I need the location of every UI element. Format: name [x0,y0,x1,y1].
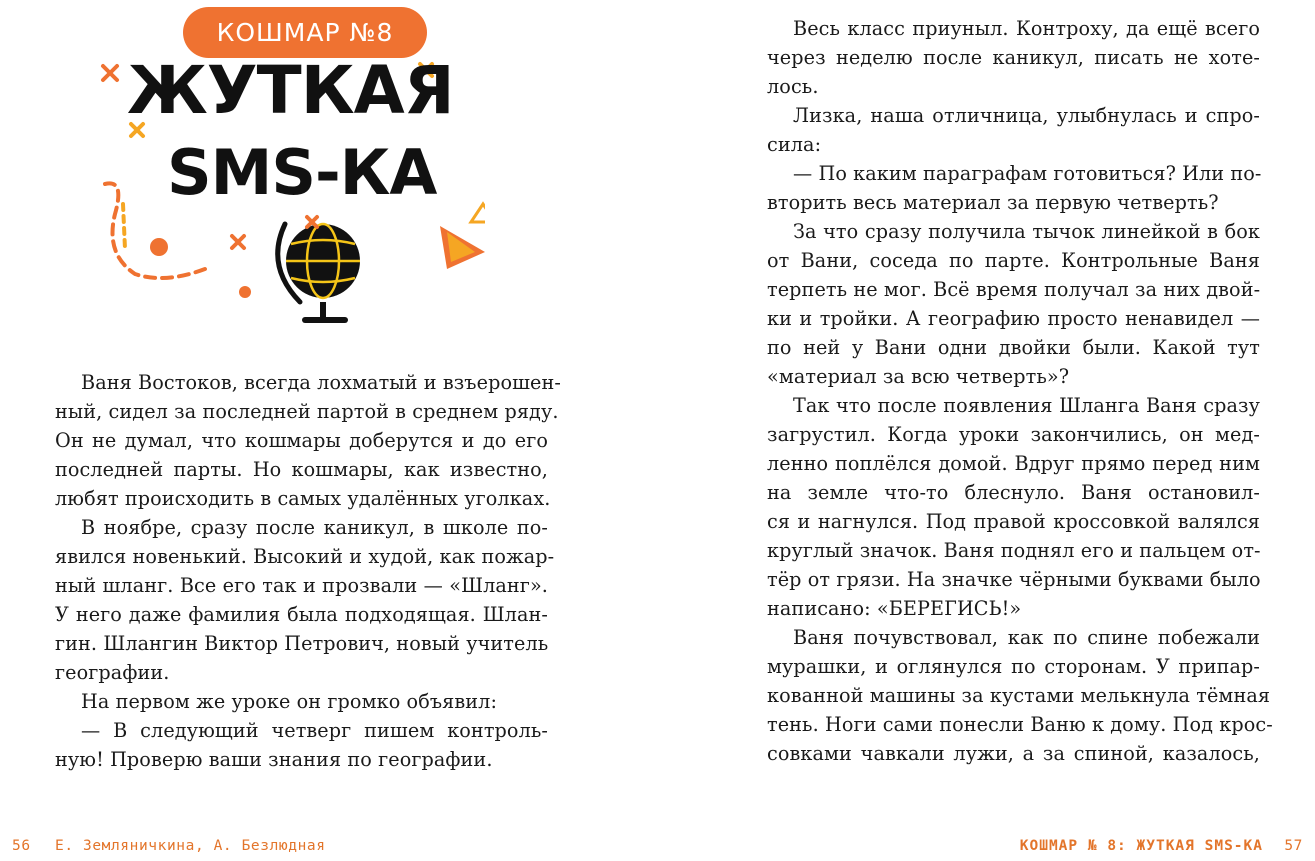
text-line: Он не думал, что кошмары доберутся и до его [55,429,548,452]
text-line: Ваня Востоков, всегда лохматый и взъерошен- [81,371,561,394]
chapter-badge: КОШМАР №8 [183,7,427,58]
running-head: КОШМАР № 8: ЖУТКАЯ SMS-КА [1019,838,1263,854]
text-line: от Вани, соседа по парте. Контрольные Ваня [767,249,1260,272]
text-line: Лизка, наша отличница, улыбнулась и спро- [793,104,1260,127]
text-line: загрустил. Когда уроки закончились, он мед- [767,423,1260,446]
text-line: последней парты. Но кошмары, как известно, [55,458,548,481]
text-line: «материал за всю четверть»? [767,365,1070,388]
left-page-body [55,368,561,774]
page-number: 57 [1284,838,1303,854]
text-line: Ваня почувствовал, как по спине побежали [793,626,1260,649]
text-line: ный шланг. Все его так и прозвали — «Шланг». [55,574,548,597]
globe-icon [278,217,360,320]
text-line: — В следующий четверг пишем контроль- [81,719,548,742]
text-line: Так что после появления Шланга Ваня сразу [793,394,1260,417]
text-line: любят происходить в самых удалённых уголках. [55,487,551,510]
left-page [0,0,657,861]
text-line: — По каким параграфам готовиться? Или по- [793,162,1262,185]
text-line: ся и нагнулся. Под правой кроссовкой валялся [767,510,1260,533]
text-line: кованной машины за кустами мелькнула тёмная [767,684,1271,707]
text-line: Весь класс приуныл. Контроху, да ещё всего [793,17,1260,40]
text-line: В ноябре, сразу после каникул, в школе по- [81,516,548,539]
text-line: тёр от грязи. На значке чёрными буквами было [767,568,1261,591]
page-number: 56 [12,838,31,854]
text-line: тень. Ноги сами понесли Ваню к дому. Под крос- [767,713,1273,736]
text-line: За что сразу получила тычок линейкой в бок [793,220,1260,243]
text-line: по ней у Вани одни двойки были. Какой тут [767,336,1260,359]
text-line: У него даже фамилия была подходящая. Шлан- [55,603,548,626]
text-line: круглый значок. Ваня поднял его и пальцем от- [767,539,1261,562]
text-line: лось. [767,75,819,98]
text-line: сила: [767,133,822,156]
text-line: через неделю после каникул, писать не хоте- [767,46,1260,69]
text-line: ки и тройки. А географию просто ненавидел — [767,307,1260,330]
running-head: Е. Земляничкина, А. Безлюдная [55,838,326,854]
chapter-title-line-2: SMS-КА [167,136,437,209]
text-line: ленно поплёлся домой. Вдруг прямо перед ним [767,452,1260,475]
chapter-title-line-1: ЖУТКАЯ [127,52,454,129]
text-line: вторить весь материал за первую четверть? [767,191,1219,214]
text-line: мурашки, и оглянулся по сторонам. У припар- [767,655,1260,678]
text-line: гин. Шлангин Виктор Петрович, новый учитель [55,632,549,655]
right-page-body [767,14,1273,768]
text-line: явился новенький. Высокий и худой, как пожар- [55,545,555,568]
text-line: На первом же уроке он громко объявил: [81,690,498,713]
right-page [657,0,1315,861]
text-line: терпеть не мог. Всё время получал за них двой- [767,278,1261,301]
text-line: совками чавкали лужи, а за спиной, казалось, [767,742,1260,765]
text-line: географии. [55,661,170,684]
text-line: ную! Проверю ваши знания по географии. [55,748,493,771]
text-line: ный, сидел за последней партой в среднем ряду. [55,400,559,423]
text-line: на земле что-то блеснуло. Ваня остановил- [767,481,1260,504]
text-line: написано: «БЕРЕГИСЬ!» [767,597,1022,620]
chapter-title-illustration [95,4,485,329]
